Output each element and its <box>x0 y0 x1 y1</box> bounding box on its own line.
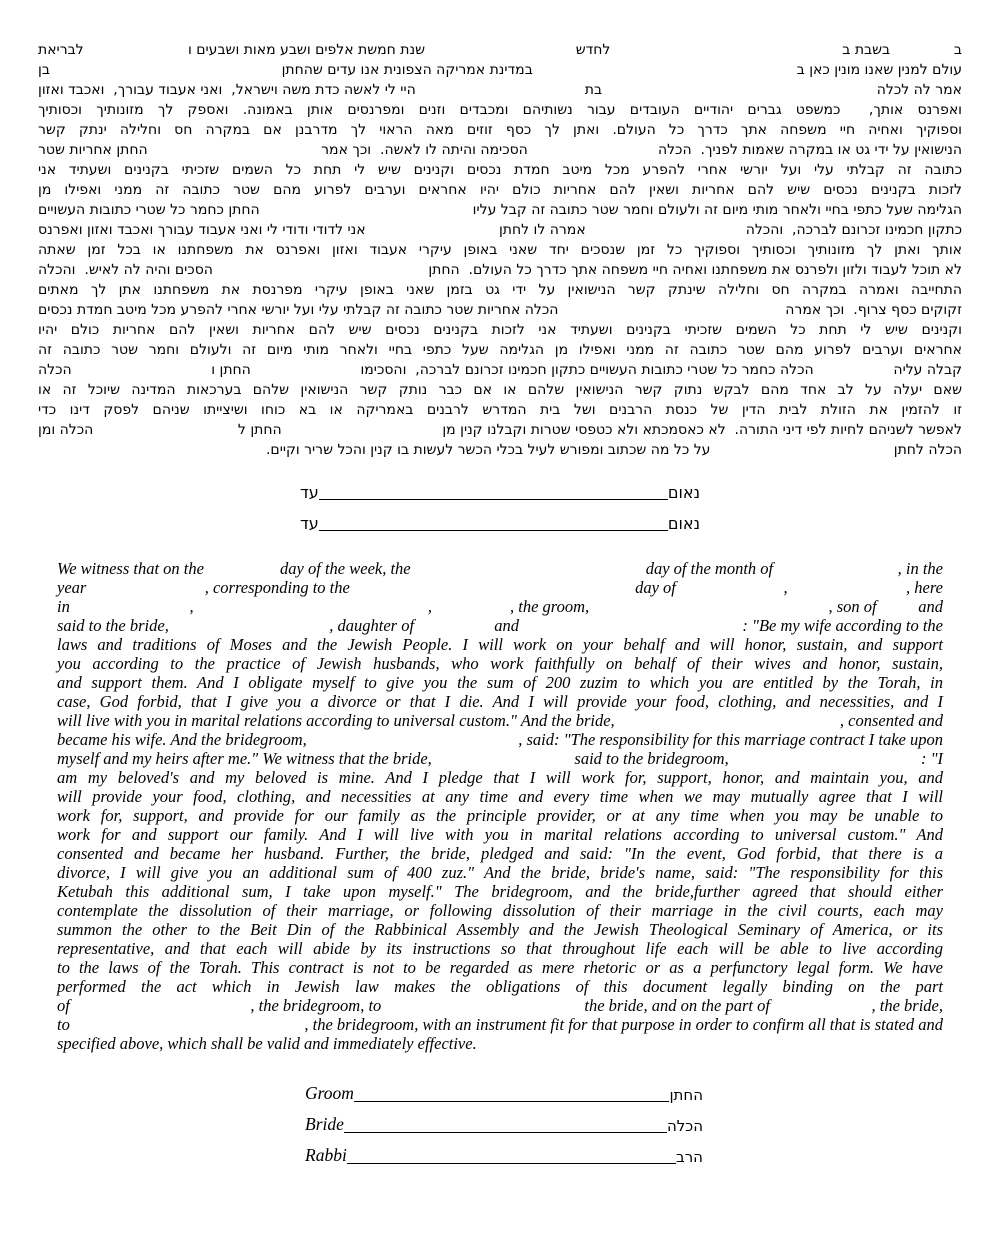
english-text-segment: am my beloved's and my beloved is mine. And I pledge that I will work for, support, honor, and maintain you, and <box>57 768 943 787</box>
bride-label: Bride <box>305 1114 344 1134</box>
english-text-segment: , corresponding to the <box>204 578 350 597</box>
english-text-line <box>57 996 943 1015</box>
hebrew-text-segment: זו להזמין את הזולת לבית הדין של כנסת הרבנים ושל בית המדרש לרבנים באמריקה או בא כוחו ושיצייתו שניהם לפסק דינו כדי <box>38 402 962 418</box>
rabbi-signature-row <box>305 1145 703 1166</box>
hebrew-text-segment: כתובה זה קבלתי עלי ועל יורשי אחרי להפרע מכל מיטב חמדת נכסים וקנינים שיש לי תחת כל השמים שזכיתי בקנינים ושעתיד אני <box>38 162 962 178</box>
hebrew-text-segment: ואפרנס אותך, כמשפט גברים יהודיים העובדים עבור נשותיהם ומכבדים וזנים ומפרנסים אותן באמונה. ואספק לך מזונותיך וכסותיך <box>38 102 962 118</box>
fill-in-blank-space <box>194 611 428 612</box>
english-text-line <box>57 711 943 730</box>
hebrew-text-line <box>38 100 962 120</box>
english-text-line <box>57 768 943 787</box>
fill-in-blank-space <box>93 433 238 434</box>
hebrew-text-segment: הכלה לחתן <box>893 442 962 458</box>
fill-in-blank-space <box>50 73 282 74</box>
fill-in-blank-space <box>710 453 893 454</box>
groom-signature-row <box>305 1083 703 1104</box>
english-text-segment: said to the bridegroom, <box>574 749 729 768</box>
hebrew-text-segment: אמרה לו לחתן <box>498 222 586 238</box>
english-text-segment: day of <box>635 578 676 597</box>
english-text-segment: and <box>494 616 519 635</box>
hebrew-text-segment: הכלה <box>38 362 72 378</box>
english-text-block <box>57 559 943 1053</box>
english-text-line <box>57 578 943 597</box>
groom-hebrew-label: החתן <box>669 1086 703 1104</box>
fill-in-blank-space <box>260 213 473 214</box>
english-text-segment: case, God forbid, that I give you a divorce or that I die. And I will provide your food, clothing, and necessities, and I <box>57 692 943 711</box>
witness-label: עד <box>300 514 319 533</box>
english-text-segment: performed the act which in Jewish law makes the obligations of this document legally binding on the part <box>57 977 943 996</box>
fill-in-blank-space <box>70 1010 251 1011</box>
english-text-segment: consented and became her husband. Further, the bride, pledged and said: "In the event, God forbid, that there is a <box>57 844 943 863</box>
hebrew-text-line <box>38 240 962 260</box>
fill-in-blank-space <box>519 630 742 631</box>
fill-in-blank-space <box>615 725 840 726</box>
english-text-line <box>57 692 943 711</box>
english-text-segment: to <box>57 1015 70 1034</box>
english-text-segment: , son of <box>828 597 877 616</box>
hebrew-text-line <box>38 60 962 80</box>
english-text-segment: work for, support, and provide for our family as the principle provider, or at any time when you may be unable to <box>57 806 943 825</box>
fill-in-blank-space <box>533 73 797 74</box>
english-text-line <box>57 787 943 806</box>
bride-signature-line <box>344 1132 667 1133</box>
english-text-line <box>57 920 943 939</box>
english-text-segment: the bride, and on the part of <box>584 996 770 1015</box>
english-text-line <box>57 882 943 901</box>
hebrew-text-segment: התחייבה ואמרה במקרה חס וחלילה שינתק קשר הנישואין על ידי גט בזמן שאני באופן עיקרי מפרנסת את משפחתנו אתן לך מאתים <box>38 282 962 298</box>
hebrew-text-segment: הנישואין על ידי גט או במקרה שאמות לפניך. הכלה <box>657 142 962 158</box>
fill-in-blank-space <box>676 592 784 593</box>
english-text-segment: , the bridegroom, to <box>250 996 382 1015</box>
english-text-line <box>57 749 943 768</box>
hebrew-text-segment: בשבת ב <box>842 42 891 58</box>
english-text-line <box>57 806 943 825</box>
hebrew-text-line <box>38 40 962 60</box>
fill-in-blank-space <box>416 93 585 94</box>
hebrew-text-line <box>38 320 962 340</box>
english-text-line <box>57 863 943 882</box>
witness-label: עד <box>300 483 319 502</box>
hebrew-text-segment: החתן ל <box>237 422 282 438</box>
english-text-segment: , <box>189 597 194 616</box>
hebrew-text-segment: היי לי לאשה כדת משה וישראל, ואני אעבוד עבורך, ואכבד ואזון <box>38 82 416 98</box>
fill-in-blank-space <box>213 273 428 274</box>
declaration-label: נאום <box>667 514 700 533</box>
hebrew-text-segment: אני לדודי ודודי לי ואני אעבוד עבורך ואכבד ואזון ואפרנס <box>38 222 366 238</box>
hebrew-text-segment: עולם למנין שאנו מונין כאן ב <box>796 62 962 78</box>
rabbi-signature-line <box>347 1163 676 1164</box>
fill-in-blank-space <box>773 573 897 574</box>
english-text-segment: in <box>57 597 70 616</box>
hebrew-text-segment: אחראים וערבים לפרוע מהם שטר כתובה זה ממני ואפילו מן הגלימה שעל כתפי בחיי ולאחר מותי מיום זה ולעולם וחמר שטר כתובה זה <box>38 342 962 358</box>
english-text-segment: : "Be my wife according to the <box>742 616 944 635</box>
english-text-line <box>57 616 943 635</box>
fill-in-blank-space <box>770 1010 872 1011</box>
english-text-line <box>57 939 943 958</box>
hebrew-text-segment: החתן אחריות שטר <box>38 142 148 158</box>
english-text-line <box>57 559 943 578</box>
english-text-segment: myself and my heirs after me." We witness that the bride, <box>57 749 432 768</box>
english-text-line <box>57 673 943 692</box>
english-text-segment: , the bride, <box>871 996 943 1015</box>
english-text-segment: Ketubah this additional sum, I take upon myself." The bridegroom, and the bride,further agreed that should either <box>57 882 943 901</box>
signature-line <box>319 530 668 531</box>
hebrew-text-segment: לחדש <box>575 42 611 58</box>
hebrew-text-line <box>38 400 962 420</box>
english-text-segment: , the bridegroom, with an instrument fit for that purpose in order to confirm all that is stated and <box>304 1015 943 1034</box>
hebrew-text-segment: בת <box>584 82 603 98</box>
hebrew-text-segment: אמר לה לכלה <box>876 82 962 98</box>
english-text-segment: to the laws of the Torah. This contract is not to be regarded as mere rhetoric or as a perfunctory legal form. We have <box>57 958 943 977</box>
english-text-line <box>57 825 943 844</box>
hebrew-text-line <box>38 120 962 140</box>
fill-in-blank-space <box>366 233 499 234</box>
english-text-segment: , said: "The responsibility for this marriage contract I take upon <box>518 730 943 749</box>
english-text-line <box>57 1034 943 1053</box>
fill-in-blank-space <box>381 1010 584 1011</box>
fill-in-blank-space <box>86 592 204 593</box>
english-text-segment: became his wife. And the bridegroom, <box>57 730 307 749</box>
fill-in-blank-space <box>414 630 494 631</box>
hebrew-text-segment: הסכים והיה לה לאיש. והכלה <box>38 262 213 278</box>
english-text-segment: summon the other to the Beit Din of the Rabbinical Assembly and the Jewish Theological Seminary of America, or its <box>57 920 943 939</box>
english-text-segment: specified above, which shall be valid and immediately effective. <box>57 1034 477 1053</box>
hebrew-text-block <box>38 40 962 460</box>
hebrew-text-segment: החתן ו <box>211 362 251 378</box>
fill-in-blank-space <box>890 53 954 54</box>
hebrew-text-line <box>38 360 962 380</box>
english-text-segment: , <box>783 578 788 597</box>
hebrew-text-segment: לא תוכל לעבוד ולזון ולפרנס את משפחתנו ואחיה חיי משפחה אתך כדרך כל העולם. החתן <box>428 262 962 278</box>
english-text-line <box>57 977 943 996</box>
hebrew-text-line <box>38 380 962 400</box>
fill-in-blank-space <box>602 93 877 94</box>
hebrew-text-segment: קבלה עליה <box>893 362 962 378</box>
witness-signature-row <box>300 482 700 502</box>
fill-in-blank-space <box>70 1029 305 1030</box>
hebrew-text-segment: על כל מה שכתוב ומפורש לעיל בכלי הכשר לעשות בו קנין והכל שריר וקיים. <box>265 442 711 458</box>
english-text-segment: contemplate the dissolution of their marriage, or following dissolution of their marriage in the civil courts, each may <box>57 901 943 920</box>
english-text-segment: , consented and <box>839 711 943 730</box>
hebrew-text-line <box>38 200 962 220</box>
fill-in-blank-space <box>70 611 190 612</box>
english-text-line <box>57 597 943 616</box>
english-text-segment: and support them. And I obligate myself to give you the sum of 200 zuzim to which you are entitled by the Torah, in <box>57 673 943 692</box>
fill-in-blank-space <box>204 573 280 574</box>
hebrew-text-segment: החתן כחמר כל שטרי כתובות העשויים <box>38 202 260 218</box>
hebrew-text-line <box>38 160 962 180</box>
fill-in-blank-space <box>558 313 785 314</box>
english-text-segment: year <box>57 578 87 597</box>
english-text-segment: work for and support our family. And I will live with you in marital relations according to universal custom." And <box>57 825 943 844</box>
hebrew-text-segment: הגלימה שעל כתפי בחיי ולאחר מותי מיום זה ולעולם וחמר שטר כתובה זה קבל עליו <box>472 202 962 218</box>
fill-in-blank-space <box>586 233 746 234</box>
hebrew-text-line <box>38 80 962 100</box>
english-text-segment: day of the week, the <box>280 559 411 578</box>
hebrew-text-segment: כתקון חכמינו זכרונם לברכה, והכלה <box>745 222 962 238</box>
hebrew-text-segment: לבריאת <box>38 42 84 58</box>
english-text-segment: of <box>57 996 70 1015</box>
english-text-segment: , the groom, <box>509 597 590 616</box>
english-text-segment: , in the <box>897 559 943 578</box>
fill-in-blank-space <box>425 53 576 54</box>
english-text-line <box>57 635 943 654</box>
bride-signature-row <box>305 1114 703 1135</box>
hebrew-text-segment: הכלה ומן <box>38 422 94 438</box>
hebrew-text-line <box>38 140 962 160</box>
english-text-line <box>57 958 943 977</box>
hebrew-text-segment: ב <box>953 42 962 58</box>
fill-in-blank-space <box>432 611 510 612</box>
groom-label: Groom <box>305 1083 354 1103</box>
english-text-segment: and <box>918 597 943 616</box>
hebrew-text-segment: לזכות בקנינים נכסים שיש להם אחריות ושאין להם אחריות כולם יהיו אחראים וערבים לפרוע מהם שטר כתובה זה ממני ואפילו מן <box>38 182 962 198</box>
hebrew-text-segment: שנת חמשת אלפים ושבע מאות ושבעים ו <box>188 42 425 58</box>
hebrew-text-segment: בן <box>38 62 50 78</box>
hebrew-text-line <box>38 300 962 320</box>
english-text-segment: will provide your food, clothing, and necessities at any time and every time when we may mutually agree that I will <box>57 787 943 806</box>
hebrew-text-segment: וקנינים שיש לי תחת כל השמים שזכיתי בקנינים ושעתיד אני לזכות בקנינים נכסים שיש להם אחריות ושאין להם אחריות כולם יהיו <box>38 322 962 338</box>
fill-in-blank-space <box>169 630 329 631</box>
english-text-line <box>57 1015 943 1034</box>
english-text-segment: representative, and that each will abide by its instructions so that throughout life each will be able to live according <box>57 939 943 958</box>
hebrew-text-segment: לאפשר לשניהם לחיות לפי דיני התורה. לא כאסמכתא ולא כטפסי שטרות וקבלנו קנין מן <box>442 422 962 438</box>
fill-in-blank-space <box>350 592 635 593</box>
english-text-segment: you according to the practice of Jewish husbands, who work faithfully on behalf of their wives and honor, sustain, <box>57 654 943 673</box>
fill-in-blank-space <box>307 744 518 745</box>
english-text-segment: , here <box>906 578 943 597</box>
english-text-line <box>57 901 943 920</box>
english-text-segment: will live with you in marital relations according to universal custom." And the bride, <box>57 711 615 730</box>
english-text-segment: We witness that on the <box>57 559 204 578</box>
english-text-segment: laws and traditions of Moses and the Jewish People. I will work on your behalf and will honor, sustain, and support <box>57 635 943 654</box>
fill-in-blank-space <box>411 573 646 574</box>
hebrew-text-segment: הסכימה והיתה לו לאשה. וכך אמר <box>321 142 528 158</box>
english-text-line <box>57 654 943 673</box>
fill-in-blank-space <box>84 53 188 54</box>
fill-in-blank-space <box>610 53 842 54</box>
english-text-line <box>57 844 943 863</box>
rabbi-hebrew-label: הרב <box>676 1148 703 1166</box>
fill-in-blank-space <box>814 373 894 374</box>
hebrew-text-segment: זקוקים כסף צרוף. וכך אמרה <box>785 302 962 318</box>
english-text-segment: said to the bride, <box>57 616 169 635</box>
bottom-signature-block <box>305 1083 703 1166</box>
fill-in-blank-space <box>72 373 212 374</box>
bride-hebrew-label: הכלה <box>666 1117 703 1135</box>
fill-in-blank-space <box>282 433 443 434</box>
hebrew-text-line <box>38 440 962 460</box>
fill-in-blank-space <box>432 763 575 764</box>
hebrew-text-segment: הכלה אחריות שטר כתובה זה קבלתי עלי ועל יורשי אחרי להפרע מכל מיטב חמדת נכסים <box>38 302 559 318</box>
english-text-segment: divorce, I will give you an additional sum of 400 zuz." And the bride, bride's name, said: "The responsibility for this <box>57 863 943 882</box>
hebrew-text-segment: הכלה כחמר כל שטרי כתובות העשויים כתקון חכמינו זכרונם לברכה, והסכימו <box>360 362 814 378</box>
hebrew-text-line <box>38 220 962 240</box>
witness-signature-row <box>300 513 700 533</box>
hebrew-text-segment: וספוקיך ואחיה חיי משפחה אתך כדרך כל העולם. ואתן לך כסף זוזים מאה הראוי לך מדרבנן אם במקרה חס וחלילה ינתק קשר <box>38 122 962 138</box>
hebrew-text-line <box>38 420 962 440</box>
fill-in-blank-space <box>38 453 266 454</box>
hebrew-text-line <box>38 180 962 200</box>
english-text-segment: day of the month of <box>645 559 774 578</box>
english-text-segment: , <box>427 597 432 616</box>
fill-in-blank-space <box>788 592 906 593</box>
fill-in-blank-space <box>251 373 361 374</box>
signature-line <box>319 499 668 500</box>
hebrew-text-segment: אותך ואתן לך מזונותיך וכסותיך וספוקיך כל זמן שנסכים יחד שאני באופן עיקרי אעבוד ואזון ואפרנס את משפחתנו או בכל זמן שאתה <box>38 242 962 258</box>
rabbi-label: Rabbi <box>305 1145 347 1165</box>
english-text-segment: , daughter of <box>329 616 415 635</box>
hebrew-text-line <box>38 260 962 280</box>
hebrew-text-line <box>38 340 962 360</box>
declaration-label: נאום <box>667 483 700 502</box>
hebrew-text-segment: שאם יעלה על לב אחד מהם לבקש נתוק קשר הנישואין שלהם או אם כבר נותק קשר הנישואין שלהם בערכאות המדינה שיוכל זה או <box>38 382 962 398</box>
groom-signature-line <box>354 1101 670 1102</box>
fill-in-blank-space <box>877 611 919 612</box>
english-text-line <box>57 730 943 749</box>
fill-in-blank-space <box>148 153 321 154</box>
fill-in-blank-space <box>729 763 921 764</box>
english-text-segment: : "I <box>920 749 943 768</box>
hebrew-text-line <box>38 280 962 300</box>
hebrew-text-segment: במדינת אמריקה הצפונית אנו עדים שהחתן <box>281 62 533 78</box>
fill-in-blank-space <box>528 153 658 154</box>
hebrew-witness-signature-block <box>300 482 700 533</box>
fill-in-blank-space <box>589 611 828 612</box>
